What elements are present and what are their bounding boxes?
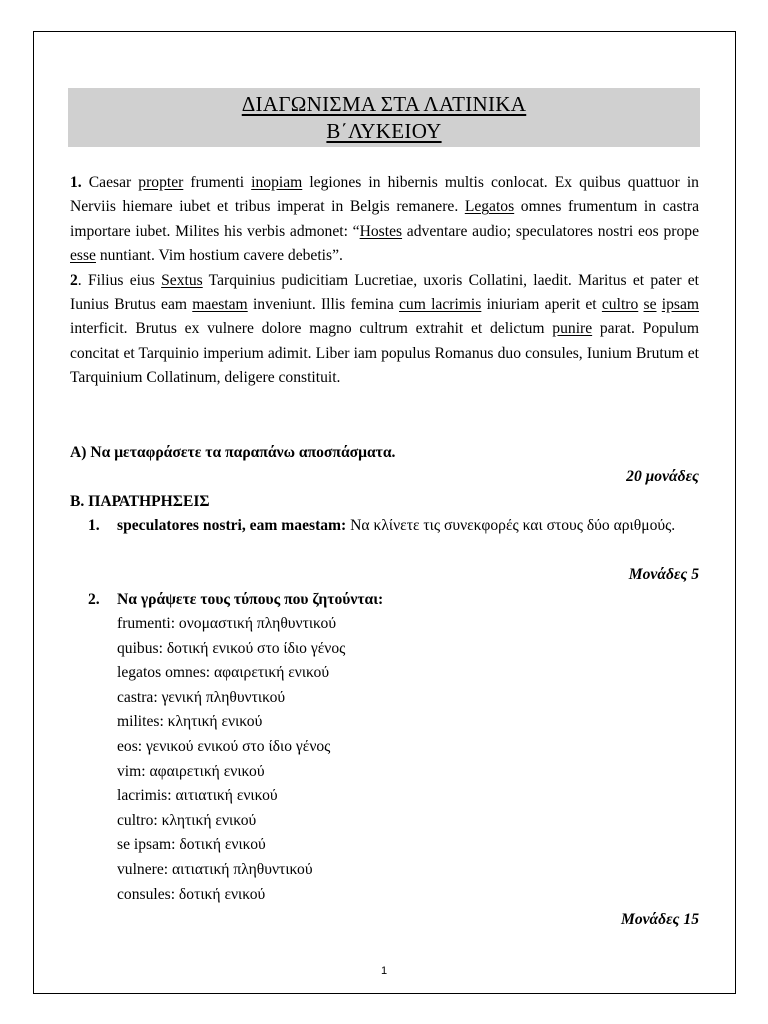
passage1-text: omnes frumentum in castra importare iubet. Milites his verbis admonet: “	[70, 198, 699, 240]
question-1	[88, 514, 699, 538]
underlined-word: cultro	[601, 296, 639, 314]
passage2-text: inveniunt. Illis femina	[247, 296, 400, 314]
passage1-text: adventare audio; speculatores nostri eos prope	[402, 222, 699, 240]
exam-title: ΔΙΑΓΩΝΙΣΜΑ ΣΤΑ ΛΑΤΙΝΙΚΑ	[241, 92, 527, 116]
question-1-text: Να κλίνετε τις συνεκφορές και στους δύο αριθμούς.	[346, 517, 676, 534]
underlined-word: se	[643, 296, 657, 314]
passage1-text: nuntiant. Vim hostium cavere debetis”.	[95, 247, 343, 265]
passage1-text: Caesar	[81, 174, 139, 191]
passage2-text: parat. Populum concitat et Tarquinio imperium adimit. Liber iam populus Romanus duo consules, Iunium Brutum et Tarquinium Collatinum, deligere constituit.	[70, 320, 700, 387]
list-item: vim: αφαιρετική ενικού	[117, 762, 265, 780]
question-number: 1.	[88, 517, 100, 534]
underlined-word: maestam	[192, 296, 248, 314]
question-1-points: Μονάδες 5	[628, 566, 699, 583]
list-item: quibus: δοτική ενικού στο ίδιο γένος	[117, 639, 346, 657]
list-item: consules: δοτική ενικού	[117, 885, 266, 903]
exam-grade: Β΄ΛΥΚΕΙΟΥ	[326, 119, 442, 143]
question-2-points: Μονάδες 15	[620, 911, 699, 928]
passage2-number: 2	[70, 271, 78, 289]
list-item: legatos omnes: αφαιρετική ενικού	[117, 664, 330, 682]
underlined-word: esse	[70, 247, 96, 265]
forms-list	[117, 612, 345, 907]
passage2-text: interficit. Brutus ex vulnere dolore magno cultrum extrahit et delictum	[70, 320, 553, 338]
list-item: eos: γενικού ενικού στο ίδιο γένος	[117, 737, 331, 755]
passage2-text: iniuriam aperit et	[481, 296, 602, 314]
title-banner	[68, 88, 700, 147]
passage1-text: legiones in hibernis multis conlocat. Ex quibus quattuor in Nerviis hiemare iubet et tribus imperat in Belgis remanere.	[70, 174, 699, 216]
list-item: lacrimis: αιτιατική ενικού	[117, 787, 278, 805]
section-a-heading: Α) Να μεταφράσετε τα παραπάνω αποσπάσματα.	[70, 444, 396, 461]
section-b-heading: Β. ΠΑΡΑΤΗΡΗΣΕΙΣ	[70, 493, 210, 510]
latin-passages	[70, 171, 699, 391]
underlined-word: Legatos	[464, 198, 515, 216]
underlined-word: propter	[138, 174, 184, 191]
section-a-points: 20 μονάδες	[626, 468, 699, 485]
list-item: vulnere: αιτιατική πληθυντικού	[117, 860, 313, 878]
underlined-word: Hostes	[359, 222, 403, 240]
underlined-word: ipsam	[661, 296, 700, 314]
underlined-word: punire	[552, 320, 593, 338]
page-number: 1	[380, 965, 388, 977]
list-item: se ipsam: δοτική ενικού	[117, 836, 266, 854]
question-number: 2.	[88, 591, 100, 608]
passage1-number: 1.	[70, 174, 82, 191]
passage1-text: frumenti	[183, 174, 252, 191]
list-item: milites: κλητική ενικού	[117, 713, 263, 731]
question-1-prompt: speculatores nostri, eam maestam:	[117, 517, 347, 534]
underlined-word: cum lacrimis	[399, 296, 482, 314]
question-2-prompt: Να γράψετε τους τύπους που ζητούνται:	[117, 591, 384, 608]
passage2-text: Tarquinius pudicitiam Lucretiae, uxoris Collatini, laedit. Maritus et pater et Iunius Brutus eam	[70, 271, 700, 314]
underlined-word: inopiam	[251, 174, 303, 191]
passage2-text: . Filius eius	[77, 271, 162, 289]
list-item: cultro: κλητική ενικού	[117, 811, 257, 829]
list-item: castra: γενική πληθυντικού	[117, 688, 286, 706]
list-item: frumenti: ονομαστική πληθυντικού	[117, 615, 337, 632]
underlined-word: Sextus	[161, 271, 203, 289]
question-2	[88, 588, 699, 612]
